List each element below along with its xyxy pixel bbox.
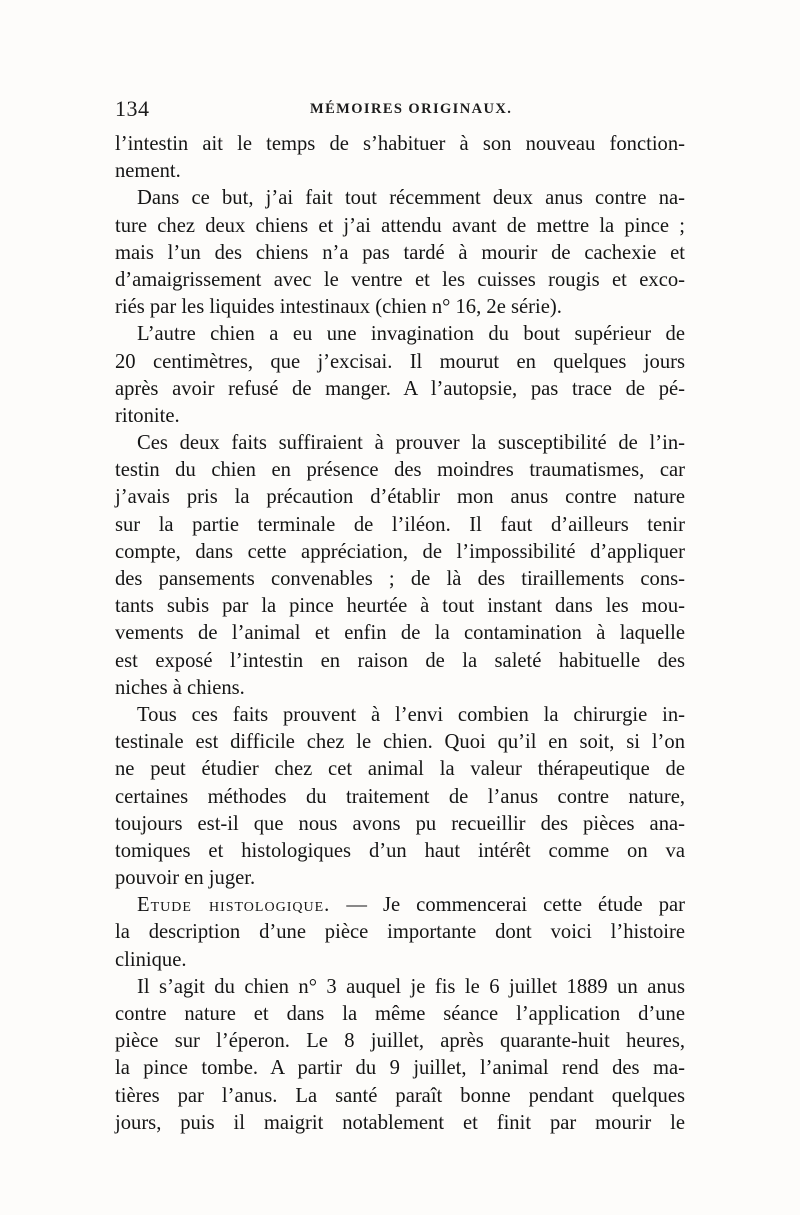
text-line: tomiques et histologiques d’un haut intérêt comme on va — [115, 839, 685, 862]
text-line: mais l’un des chiens n’a pas tardé à mourir de cachexie et — [115, 241, 685, 264]
text-line: des pansements convenables ; de là des tiraillements cons- — [115, 568, 685, 590]
text-line: après avoir refusé de manger. A l’autopsie, pas trace de pé- — [115, 377, 685, 400]
text-line: ture chez deux chiens et j’ai attendu avant de mettre la pince ; — [115, 214, 685, 237]
text-line: est exposé l’intestin en raison de la saleté habituelle des — [115, 649, 685, 672]
text-line: la pince tombe. A partir du 9 juillet, l’animal rend des ma- — [115, 1057, 685, 1080]
text-line: jours, puis il maigrit notablement et finit par mourir le — [115, 1111, 685, 1134]
text-line: tières par l’anus. La santé paraît bonne pendant quelques — [115, 1084, 685, 1107]
text-line: contre nature et dans la même séance l’application d’une — [115, 1003, 685, 1025]
text-run: — Je commencerai cette étude par — [330, 894, 685, 917]
text-line: clinique. — [115, 948, 187, 971]
text-line: ritonite. — [115, 404, 180, 427]
text-line: 20 centimètres, que j’excisai. Il mourut en quelques jours — [115, 350, 685, 373]
text-line: Ces deux faits suffiraient à prouver la susceptibilité de l’in- — [137, 432, 685, 455]
text-line: pouvoir en juger. — [115, 867, 256, 890]
text-line — [115, 892, 685, 919]
text-line: pièce sur l’éperon. Le 8 juillet, après quarante-huit heures, — [115, 1030, 685, 1053]
section-heading: Etude histologique. — [137, 894, 331, 917]
page-header — [115, 96, 685, 126]
text-line: la description d’une pièce importante dont voici l’histoire — [115, 921, 685, 944]
text-line: Il s’agit du chien n° 3 auquel je fis le 6 juillet 1889 un anus — [137, 975, 685, 998]
text-line: L’autre chien a eu une invagination du bout supérieur de — [137, 323, 685, 346]
text-line: certaines méthodes du traitement de l’anus contre nature, — [115, 785, 685, 808]
running-title: MÉMOIRES ORIGINAUX. — [310, 101, 513, 117]
text-line: d’amaigrissement avec le ventre et les cuisses rougis et exco- — [115, 268, 685, 291]
body-text — [115, 131, 685, 1137]
text-line: toujours est-il que nous avons pu recueillir des pièces ana- — [115, 812, 685, 835]
text-line: niches à chiens. — [115, 676, 245, 699]
page-number: 134 — [115, 96, 150, 121]
text-line: l’intestin ait le temps de s’habituer à son nouveau fonction- — [115, 133, 685, 155]
text-line: riés par les liquides intestinaux (chien n° 16, 2e série). — [115, 296, 562, 319]
text-line: testinale est difficile chez le chien. Quoi qu’il en soit, si l’on — [115, 731, 685, 754]
text-line: j’avais pris la précaution d’établir mon anus contre nature — [115, 486, 685, 509]
text-line: nement. — [115, 160, 181, 183]
text-line: compte, dans cette appréciation, de l’impossibilité d’appliquer — [115, 540, 685, 563]
text-line: ne peut étudier chez cet animal la valeur thérapeutique de — [115, 758, 685, 781]
text-line: vements de l’animal et enfin de la contamination à laquelle — [115, 622, 685, 645]
text-line: sur la partie terminale de l’iléon. Il faut d’ailleurs tenir — [115, 513, 685, 536]
text-line: testin du chien en présence des moindres traumatismes, car — [115, 459, 685, 482]
text-line: Tous ces faits prouvent à l’envi combien la chirurgie in- — [137, 703, 685, 726]
text-line: tants subis par la pince heurtée à tout instant dans les mou- — [115, 595, 685, 618]
text-line: Dans ce but, j’ai fait tout récemment deux anus contre na- — [137, 187, 685, 210]
